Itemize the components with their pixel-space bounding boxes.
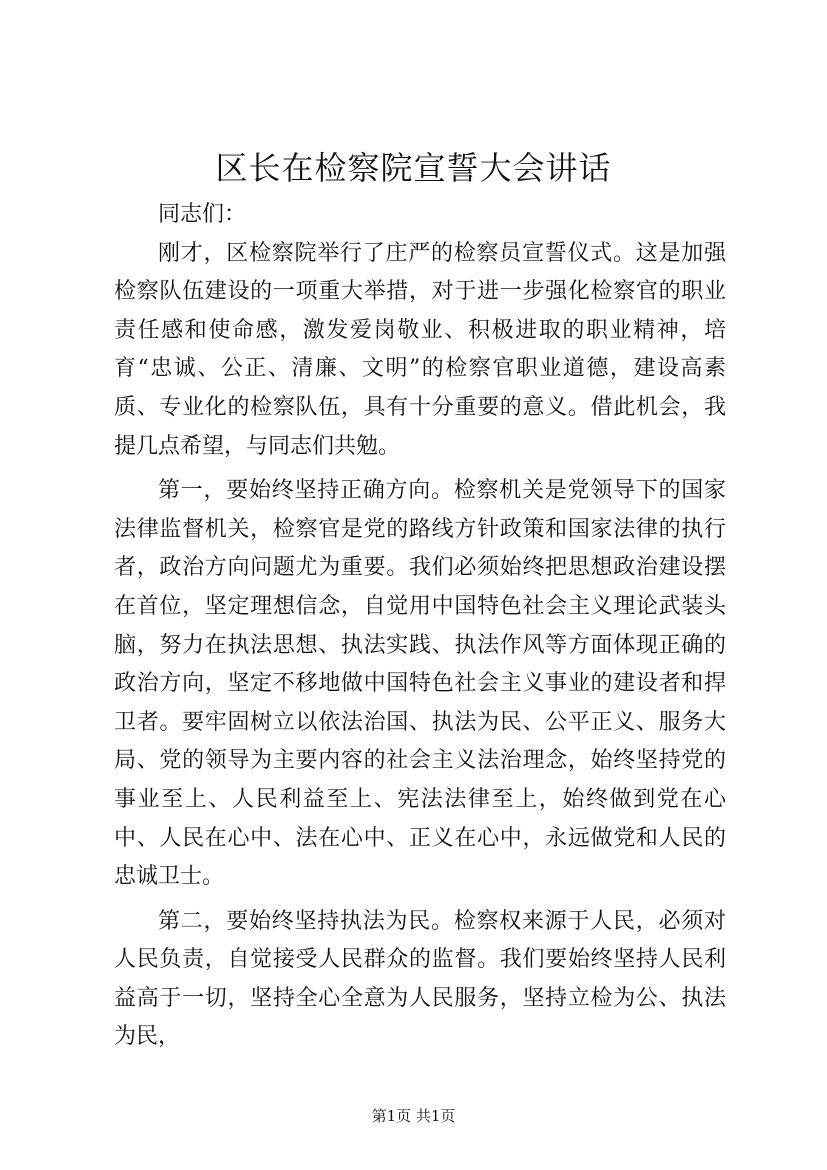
point-one-paragraph: 第一，要始终坚持正确方向。检察机关是党领导下的国家法律监督机关，检察官是党的路线方针政策和国家法律的执行者，政治方向问题尤为重要。我们必须始终把思想政治建设摆在首位，坚定理想信念，自觉用中国特色社会主义理论武装头脑，努力在执法思想、执法实践、执法作风等方面体现正确的政治方向，坚定不移地做中国特色社会主义事业的建设者和捍卫者。要牢固树立以依法治国、执法为民、公平正义、服务大局、党的领导为主要内容的社会主义法治理念，始终坚持党的事业至上、人民利益至上、宪法法律至上，始终做到党在心中、人民在心中、法在心中、正义在心中，永远做党和人民的忠诚卫士。 bbox=[114, 478, 726, 890]
salutation-paragraph: 同志们： bbox=[158, 202, 247, 227]
point-two-paragraph: 第二，要始终坚持执法为民。检察权来源于人民，必须对人民负责，自觉接受人民群众的监督。我们要始终坚持人民利益高于一切，坚持全心全意为人民服务，坚持立检为公、执法为民， bbox=[114, 908, 726, 1050]
document-body bbox=[114, 196, 726, 1063]
page-number-footer: 第1页 共1页 bbox=[371, 1107, 456, 1125]
intro-paragraph: 刚才，区检察院举行了庄严的检察员宣誓仪式。这是加强检察队伍建设的一项重大举措，对于进一步强化检察官的职业责任感和使命感，激发爱岗敬业、积极进取的职业精神，培育“忠诚、公正、清廉、文明”的检察官职业道德，建设高素质、专业化的检察队伍，具有十分重要的意义。借此机会，我提几点希望，与同志们共勉。 bbox=[114, 240, 726, 459]
document-title: 区长在检察院宣誓大会讲话 bbox=[215, 149, 612, 187]
